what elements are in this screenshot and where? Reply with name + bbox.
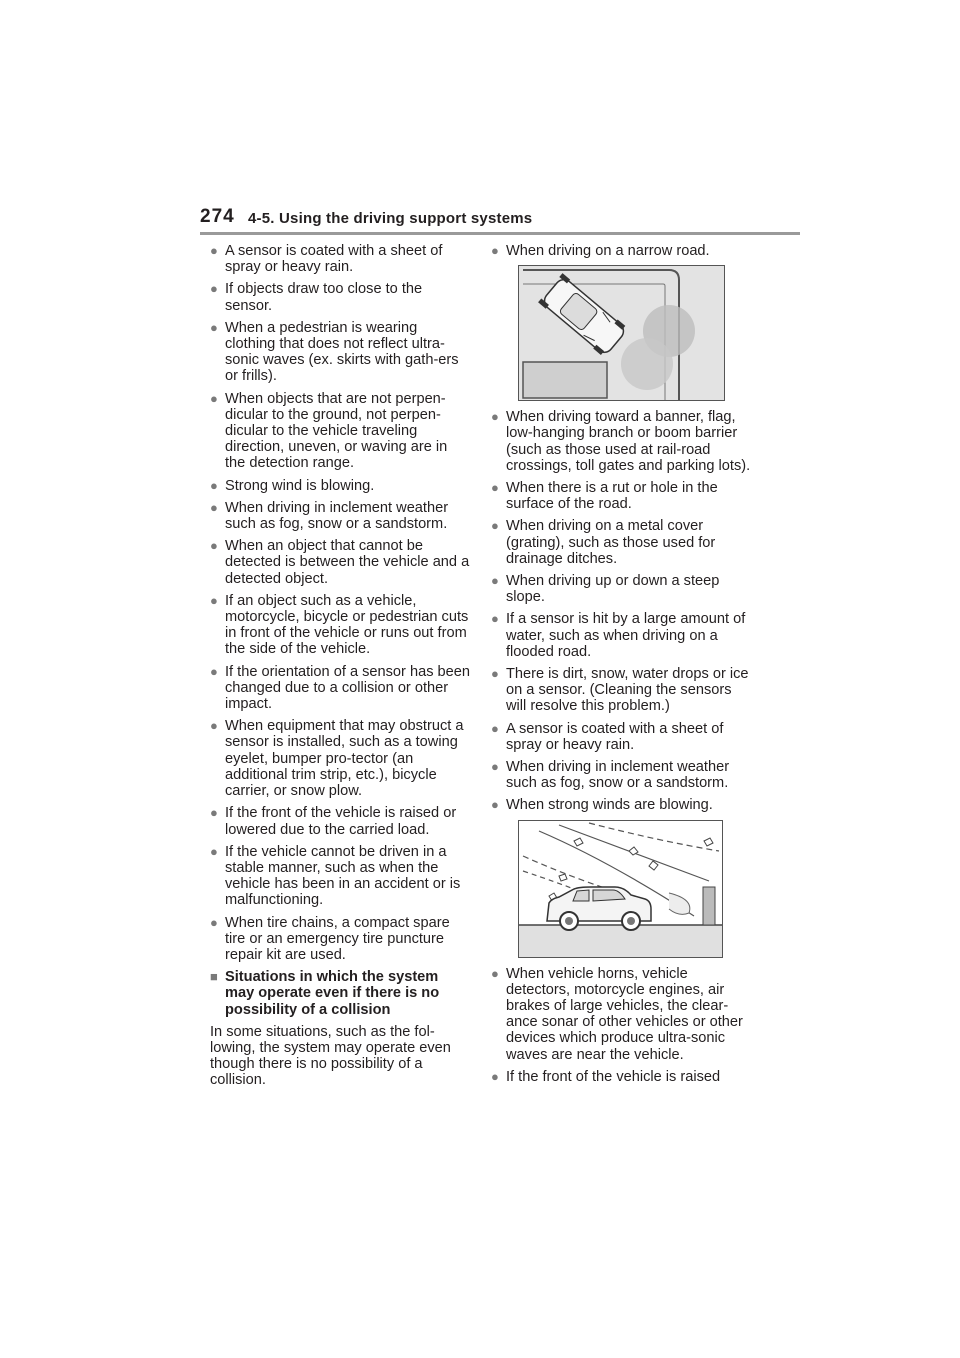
header-rule <box>200 232 800 235</box>
bullet-icon: ● <box>491 573 499 589</box>
list-item <box>491 409 751 474</box>
list-item-text: If the vehicle cannot be driven in a stable manner, such as when the vehicle has been in an accident or is malfunctioning. <box>225 843 461 909</box>
list-item-text: A sensor is coated with a sheet of spray or heavy rain. <box>506 720 724 753</box>
list-item <box>491 480 751 512</box>
bullet-icon: ● <box>491 759 499 775</box>
section-title: 4-5. Using the driving support systems <box>248 210 533 227</box>
list-item-text: A sensor is coated with a sheet of spray or heavy rain. <box>225 243 443 276</box>
list-item <box>491 518 751 567</box>
bullet-icon: ● <box>491 666 499 682</box>
bullet-icon: ● <box>491 480 499 496</box>
list-item-text: When driving on a metal cover (grating), such as those used for drainage ditches. <box>506 518 716 567</box>
narrow-road-drawing <box>519 266 724 400</box>
bullet-icon: ● <box>210 538 218 554</box>
list-item-text: When driving in inclement weather such as fog, snow or a sandstorm. <box>506 759 730 792</box>
list-item <box>491 666 751 715</box>
list-item <box>491 721 751 753</box>
bullet-icon: ● <box>491 518 499 534</box>
page-header <box>200 206 800 236</box>
list-item-text: When tire chains, a compact spare tire or an emergency tire puncture repair kit are used. <box>225 914 450 963</box>
list-item <box>491 573 751 605</box>
page-number: 274 <box>200 206 235 227</box>
list-item-text: When there is a rut or hole in the surface of the road. <box>506 480 718 513</box>
bullet-icon: ● <box>210 914 218 930</box>
list-item <box>491 797 751 813</box>
list-item <box>210 718 470 799</box>
bullet-icon: ● <box>491 243 499 258</box>
list-item <box>210 664 470 713</box>
list-item-text: If a sensor is hit by a large amount of water, such as when driving on a flooded road. <box>506 611 746 660</box>
bullet-icon: ● <box>210 805 218 821</box>
right-bullet-list-continued <box>491 966 751 1085</box>
bullet-icon: ● <box>491 720 499 736</box>
list-item <box>210 915 470 964</box>
strong-wind-drawing <box>519 821 722 957</box>
list-item <box>210 593 470 658</box>
bullet-icon: ● <box>210 319 218 335</box>
bullet-icon: ● <box>210 281 218 297</box>
list-item-text: If an object such as a vehicle, motorcycle, bicycle or pedestrian cuts in front of the vehicle or runs out from the side of the vehicle. <box>225 592 469 658</box>
bullet-icon: ● <box>210 390 218 406</box>
bullet-icon: ● <box>210 243 218 258</box>
bullet-icon: ● <box>491 409 499 425</box>
list-item <box>491 966 751 1063</box>
list-item <box>210 243 470 275</box>
right-bullet-list <box>491 409 751 813</box>
list-item-text: When a pedestrian is wearing clothing that does not reflect ultra-sonic waves (ex. skirts with gath-ers or frills). <box>225 319 459 385</box>
bullet-icon: ● <box>210 499 218 515</box>
list-item <box>210 844 470 909</box>
bullet-icon: ● <box>491 965 499 981</box>
strong-wind-illustration <box>518 820 723 958</box>
list-item <box>210 500 470 532</box>
bullet-icon: ● <box>210 718 218 734</box>
bullet-icon: ● <box>210 843 218 859</box>
list-item-text: If the front of the vehicle is raised <box>506 1068 721 1085</box>
left-bullet-list <box>210 243 470 963</box>
list-item <box>491 759 751 791</box>
narrow-road-illustration <box>518 265 725 401</box>
list-item-text: When driving up or down a steep slope. <box>506 573 720 606</box>
bullet-icon: ● <box>210 592 218 608</box>
list-item-text: When driving in inclement weather such as fog, snow or a sandstorm. <box>225 499 449 533</box>
list-item <box>210 478 470 494</box>
list-item-text: When objects that are not perpen-dicular to the ground, not perpen-dicular to the vehicle traveling direction, uneven, or waving are in the detection range. <box>225 390 448 472</box>
bullet-icon: ● <box>210 477 218 493</box>
list-item <box>210 320 470 385</box>
intro-paragraph: In some situations, such as the fol-lowing, the system may operate even though there is no possibility of a collision. <box>210 1023 451 1089</box>
list-item-text: If the orientation of a sensor has been changed due to a collision or other impact. <box>225 663 471 713</box>
list-item <box>210 805 470 837</box>
list-item: ● When driving on a narrow road. <box>491 243 710 259</box>
bullet-icon: ● <box>491 611 499 627</box>
list-item-text: When strong winds are blowing. <box>506 797 713 814</box>
bullet-icon: ● <box>210 663 218 679</box>
situations-heading-text: Situations in which the system may operate even if there is no possibility of a collision <box>225 969 440 1018</box>
list-item <box>491 1069 751 1085</box>
list-item <box>210 281 470 313</box>
list-item <box>491 611 751 660</box>
list-item-text: There is dirt, snow, water drops or ice on a sensor. (Cleaning the sensors will resolve this problem.) <box>506 666 749 715</box>
list-item <box>210 538 470 587</box>
bullet-icon: ● <box>491 1068 499 1084</box>
list-item-text: When driving toward a banner, flag, low-hanging branch or boom barrier (such as those used at rail-road crossings, toll gates and parking lots). <box>506 409 751 474</box>
list-item-text: If objects draw too close to the sensor. <box>225 281 423 314</box>
situations-heading <box>210 969 470 1018</box>
bullet-icon: ● <box>491 797 499 813</box>
list-item <box>210 391 470 472</box>
list-item-text: If the front of the vehicle is raised or lowered due to the carried load. <box>225 805 457 838</box>
list-item-text: Strong wind is blowing. <box>225 477 375 494</box>
right-column <box>491 243 751 1091</box>
list-item-text: When vehicle horns, vehicle detectors, motorcycle engines, air brakes of large vehicles, the clear-ance sonar of other vehicles or other devices which produce ultra-sonic waves are near the vehicle. <box>506 965 743 1063</box>
list-item-text: When equipment that may obstruct a sensor is installed, such as a towing eyelet, bumper pro-tector (an additional trim strip, etc.), bicycle carrier, or snow plow. <box>225 718 464 800</box>
left-column <box>210 243 470 1089</box>
square-bullet-icon: ■ <box>210 969 218 985</box>
list-item-text: When an object that cannot be detected is between the vehicle and a detected object. <box>225 538 470 587</box>
